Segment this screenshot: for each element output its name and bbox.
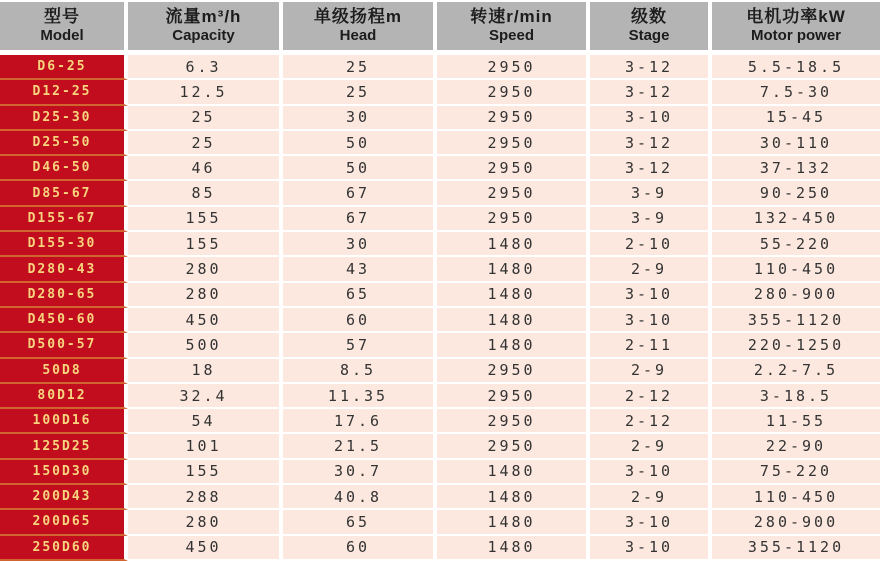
value-cell: 54 xyxy=(128,409,283,434)
value-cell: 50 xyxy=(283,131,437,156)
model-cell: 100D16 xyxy=(0,409,128,434)
value-cell: 18 xyxy=(128,359,283,384)
value-cell: 280 xyxy=(128,510,283,535)
value-cell: 60 xyxy=(283,308,437,333)
value-cell: 3-10 xyxy=(590,283,712,308)
value-cell: 21.5 xyxy=(283,434,437,459)
value-cell: 2950 xyxy=(437,409,590,434)
value-cell: 25 xyxy=(283,55,437,80)
value-cell: 132-450 xyxy=(712,207,880,232)
model-cell: 200D43 xyxy=(0,485,128,510)
value-cell: 46 xyxy=(128,156,283,181)
value-cell: 15-45 xyxy=(712,106,880,131)
value-cell: 2950 xyxy=(437,156,590,181)
table-row xyxy=(0,434,880,459)
column-header-head xyxy=(283,2,437,50)
model-cell: 250D60 xyxy=(0,536,128,561)
value-cell: 8.5 xyxy=(283,359,437,384)
table-row xyxy=(0,333,880,358)
value-cell: 2950 xyxy=(437,359,590,384)
model-cell: D155-67 xyxy=(0,207,128,232)
table-row xyxy=(0,181,880,206)
column-header-motor-power-en: Motor power xyxy=(751,27,841,45)
table-row xyxy=(0,536,880,561)
value-cell: 30 xyxy=(283,232,437,257)
value-cell: 2950 xyxy=(437,55,590,80)
value-cell: 2-9 xyxy=(590,257,712,282)
value-cell: 30 xyxy=(283,106,437,131)
value-cell: 2950 xyxy=(437,80,590,105)
value-cell: 2-9 xyxy=(590,434,712,459)
value-cell: 85 xyxy=(128,181,283,206)
value-cell: 1480 xyxy=(437,308,590,333)
value-cell: 12.5 xyxy=(128,80,283,105)
model-cell: 125D25 xyxy=(0,434,128,459)
value-cell: 22-90 xyxy=(712,434,880,459)
value-cell: 1480 xyxy=(437,333,590,358)
value-cell: 1480 xyxy=(437,460,590,485)
value-cell: 500 xyxy=(128,333,283,358)
value-cell: 6.3 xyxy=(128,55,283,80)
table-row xyxy=(0,308,880,333)
model-cell: D450-60 xyxy=(0,308,128,333)
column-header-head-zh: 单级扬程m xyxy=(313,7,403,26)
value-cell: 11.35 xyxy=(283,384,437,409)
column-header-motor-power-zh: 电机功率kW xyxy=(746,7,846,26)
column-header-speed-zh: 转速r/min xyxy=(470,7,553,26)
value-cell: 2-10 xyxy=(590,232,712,257)
value-cell: 90-250 xyxy=(712,181,880,206)
column-header-capacity-en: Capacity xyxy=(172,27,235,45)
column-header-model xyxy=(0,2,128,50)
value-cell: 5.5-18.5 xyxy=(712,55,880,80)
column-header-motor-power xyxy=(712,2,880,50)
value-cell: 37-132 xyxy=(712,156,880,181)
value-cell: 1480 xyxy=(437,485,590,510)
value-cell: 110-450 xyxy=(712,485,880,510)
value-cell: 65 xyxy=(283,283,437,308)
value-cell: 2950 xyxy=(437,181,590,206)
table-row xyxy=(0,384,880,409)
value-cell: 280-900 xyxy=(712,283,880,308)
model-cell: 150D30 xyxy=(0,460,128,485)
table-row xyxy=(0,207,880,232)
value-cell: 60 xyxy=(283,536,437,561)
column-header-stage xyxy=(590,2,712,50)
value-cell: 3-9 xyxy=(590,207,712,232)
column-header-capacity xyxy=(128,2,283,50)
value-cell: 67 xyxy=(283,207,437,232)
table-row xyxy=(0,485,880,510)
value-cell: 155 xyxy=(128,207,283,232)
value-cell: 2950 xyxy=(437,384,590,409)
value-cell: 220-1250 xyxy=(712,333,880,358)
value-cell: 3-12 xyxy=(590,131,712,156)
column-header-speed-en: Speed xyxy=(488,27,534,45)
value-cell: 67 xyxy=(283,181,437,206)
column-header-model-en: Model xyxy=(40,27,84,45)
column-header-stage-zh: 级数 xyxy=(631,7,667,26)
table-row xyxy=(0,156,880,181)
value-cell: 3-10 xyxy=(590,106,712,131)
model-cell: 200D65 xyxy=(0,510,128,535)
value-cell: 30.7 xyxy=(283,460,437,485)
model-cell: D6-25 xyxy=(0,55,128,80)
value-cell: 57 xyxy=(283,333,437,358)
value-cell: 450 xyxy=(128,536,283,561)
table-body xyxy=(0,55,880,561)
model-cell: D280-43 xyxy=(0,257,128,282)
value-cell: 1480 xyxy=(437,257,590,282)
model-cell: 80D12 xyxy=(0,384,128,409)
table-row xyxy=(0,55,880,80)
model-cell: D12-25 xyxy=(0,80,128,105)
value-cell: 2950 xyxy=(437,434,590,459)
table-row xyxy=(0,106,880,131)
table-row xyxy=(0,232,880,257)
value-cell: 3-10 xyxy=(590,308,712,333)
model-cell: D500-57 xyxy=(0,333,128,358)
value-cell: 3-10 xyxy=(590,460,712,485)
value-cell: 155 xyxy=(128,232,283,257)
value-cell: 1480 xyxy=(437,283,590,308)
value-cell: 55-220 xyxy=(712,232,880,257)
column-header-capacity-zh: 流量m³/h xyxy=(165,7,242,26)
model-cell: D25-50 xyxy=(0,131,128,156)
value-cell: 25 xyxy=(128,106,283,131)
value-cell: 155 xyxy=(128,460,283,485)
value-cell: 280-900 xyxy=(712,510,880,535)
value-cell: 1480 xyxy=(437,510,590,535)
value-cell: 50 xyxy=(283,156,437,181)
value-cell: 2950 xyxy=(437,106,590,131)
value-cell: 3-9 xyxy=(590,181,712,206)
value-cell: 1480 xyxy=(437,232,590,257)
value-cell: 355-1120 xyxy=(712,308,880,333)
value-cell: 40.8 xyxy=(283,485,437,510)
value-cell: 7.5-30 xyxy=(712,80,880,105)
value-cell: 11-55 xyxy=(712,409,880,434)
table-row xyxy=(0,460,880,485)
value-cell: 75-220 xyxy=(712,460,880,485)
value-cell: 1480 xyxy=(437,536,590,561)
value-cell: 3-10 xyxy=(590,536,712,561)
model-cell: D280-65 xyxy=(0,283,128,308)
value-cell: 2.2-7.5 xyxy=(712,359,880,384)
value-cell: 3-12 xyxy=(590,80,712,105)
value-cell: 2-9 xyxy=(590,485,712,510)
value-cell: 65 xyxy=(283,510,437,535)
value-cell: 3-12 xyxy=(590,55,712,80)
table-row xyxy=(0,257,880,282)
value-cell: 450 xyxy=(128,308,283,333)
table-row xyxy=(0,80,880,105)
value-cell: 17.6 xyxy=(283,409,437,434)
value-cell: 2950 xyxy=(437,131,590,156)
table-row xyxy=(0,510,880,535)
column-header-stage-en: Stage xyxy=(628,27,670,45)
value-cell: 25 xyxy=(283,80,437,105)
model-cell: D155-30 xyxy=(0,232,128,257)
table-row xyxy=(0,131,880,156)
value-cell: 101 xyxy=(128,434,283,459)
table-row xyxy=(0,359,880,384)
value-cell: 3-12 xyxy=(590,156,712,181)
value-cell: 30-110 xyxy=(712,131,880,156)
table-header-row xyxy=(0,2,880,50)
value-cell: 288 xyxy=(128,485,283,510)
column-header-head-en: Head xyxy=(339,27,377,45)
value-cell: 2-12 xyxy=(590,409,712,434)
value-cell: 43 xyxy=(283,257,437,282)
value-cell: 280 xyxy=(128,283,283,308)
column-header-model-zh: 型号 xyxy=(44,7,80,26)
value-cell: 3-10 xyxy=(590,510,712,535)
value-cell: 25 xyxy=(128,131,283,156)
value-cell: 2-12 xyxy=(590,384,712,409)
value-cell: 2-9 xyxy=(590,359,712,384)
table-row xyxy=(0,283,880,308)
value-cell: 280 xyxy=(128,257,283,282)
value-cell: 355-1120 xyxy=(712,536,880,561)
value-cell: 32.4 xyxy=(128,384,283,409)
value-cell: 2-11 xyxy=(590,333,712,358)
column-header-speed xyxy=(437,2,590,50)
table-row xyxy=(0,409,880,434)
model-cell: D25-30 xyxy=(0,106,128,131)
model-cell: 50D8 xyxy=(0,359,128,384)
value-cell: 3-18.5 xyxy=(712,384,880,409)
model-cell: D85-67 xyxy=(0,181,128,206)
value-cell: 2950 xyxy=(437,207,590,232)
value-cell: 110-450 xyxy=(712,257,880,282)
model-cell: D46-50 xyxy=(0,156,128,181)
